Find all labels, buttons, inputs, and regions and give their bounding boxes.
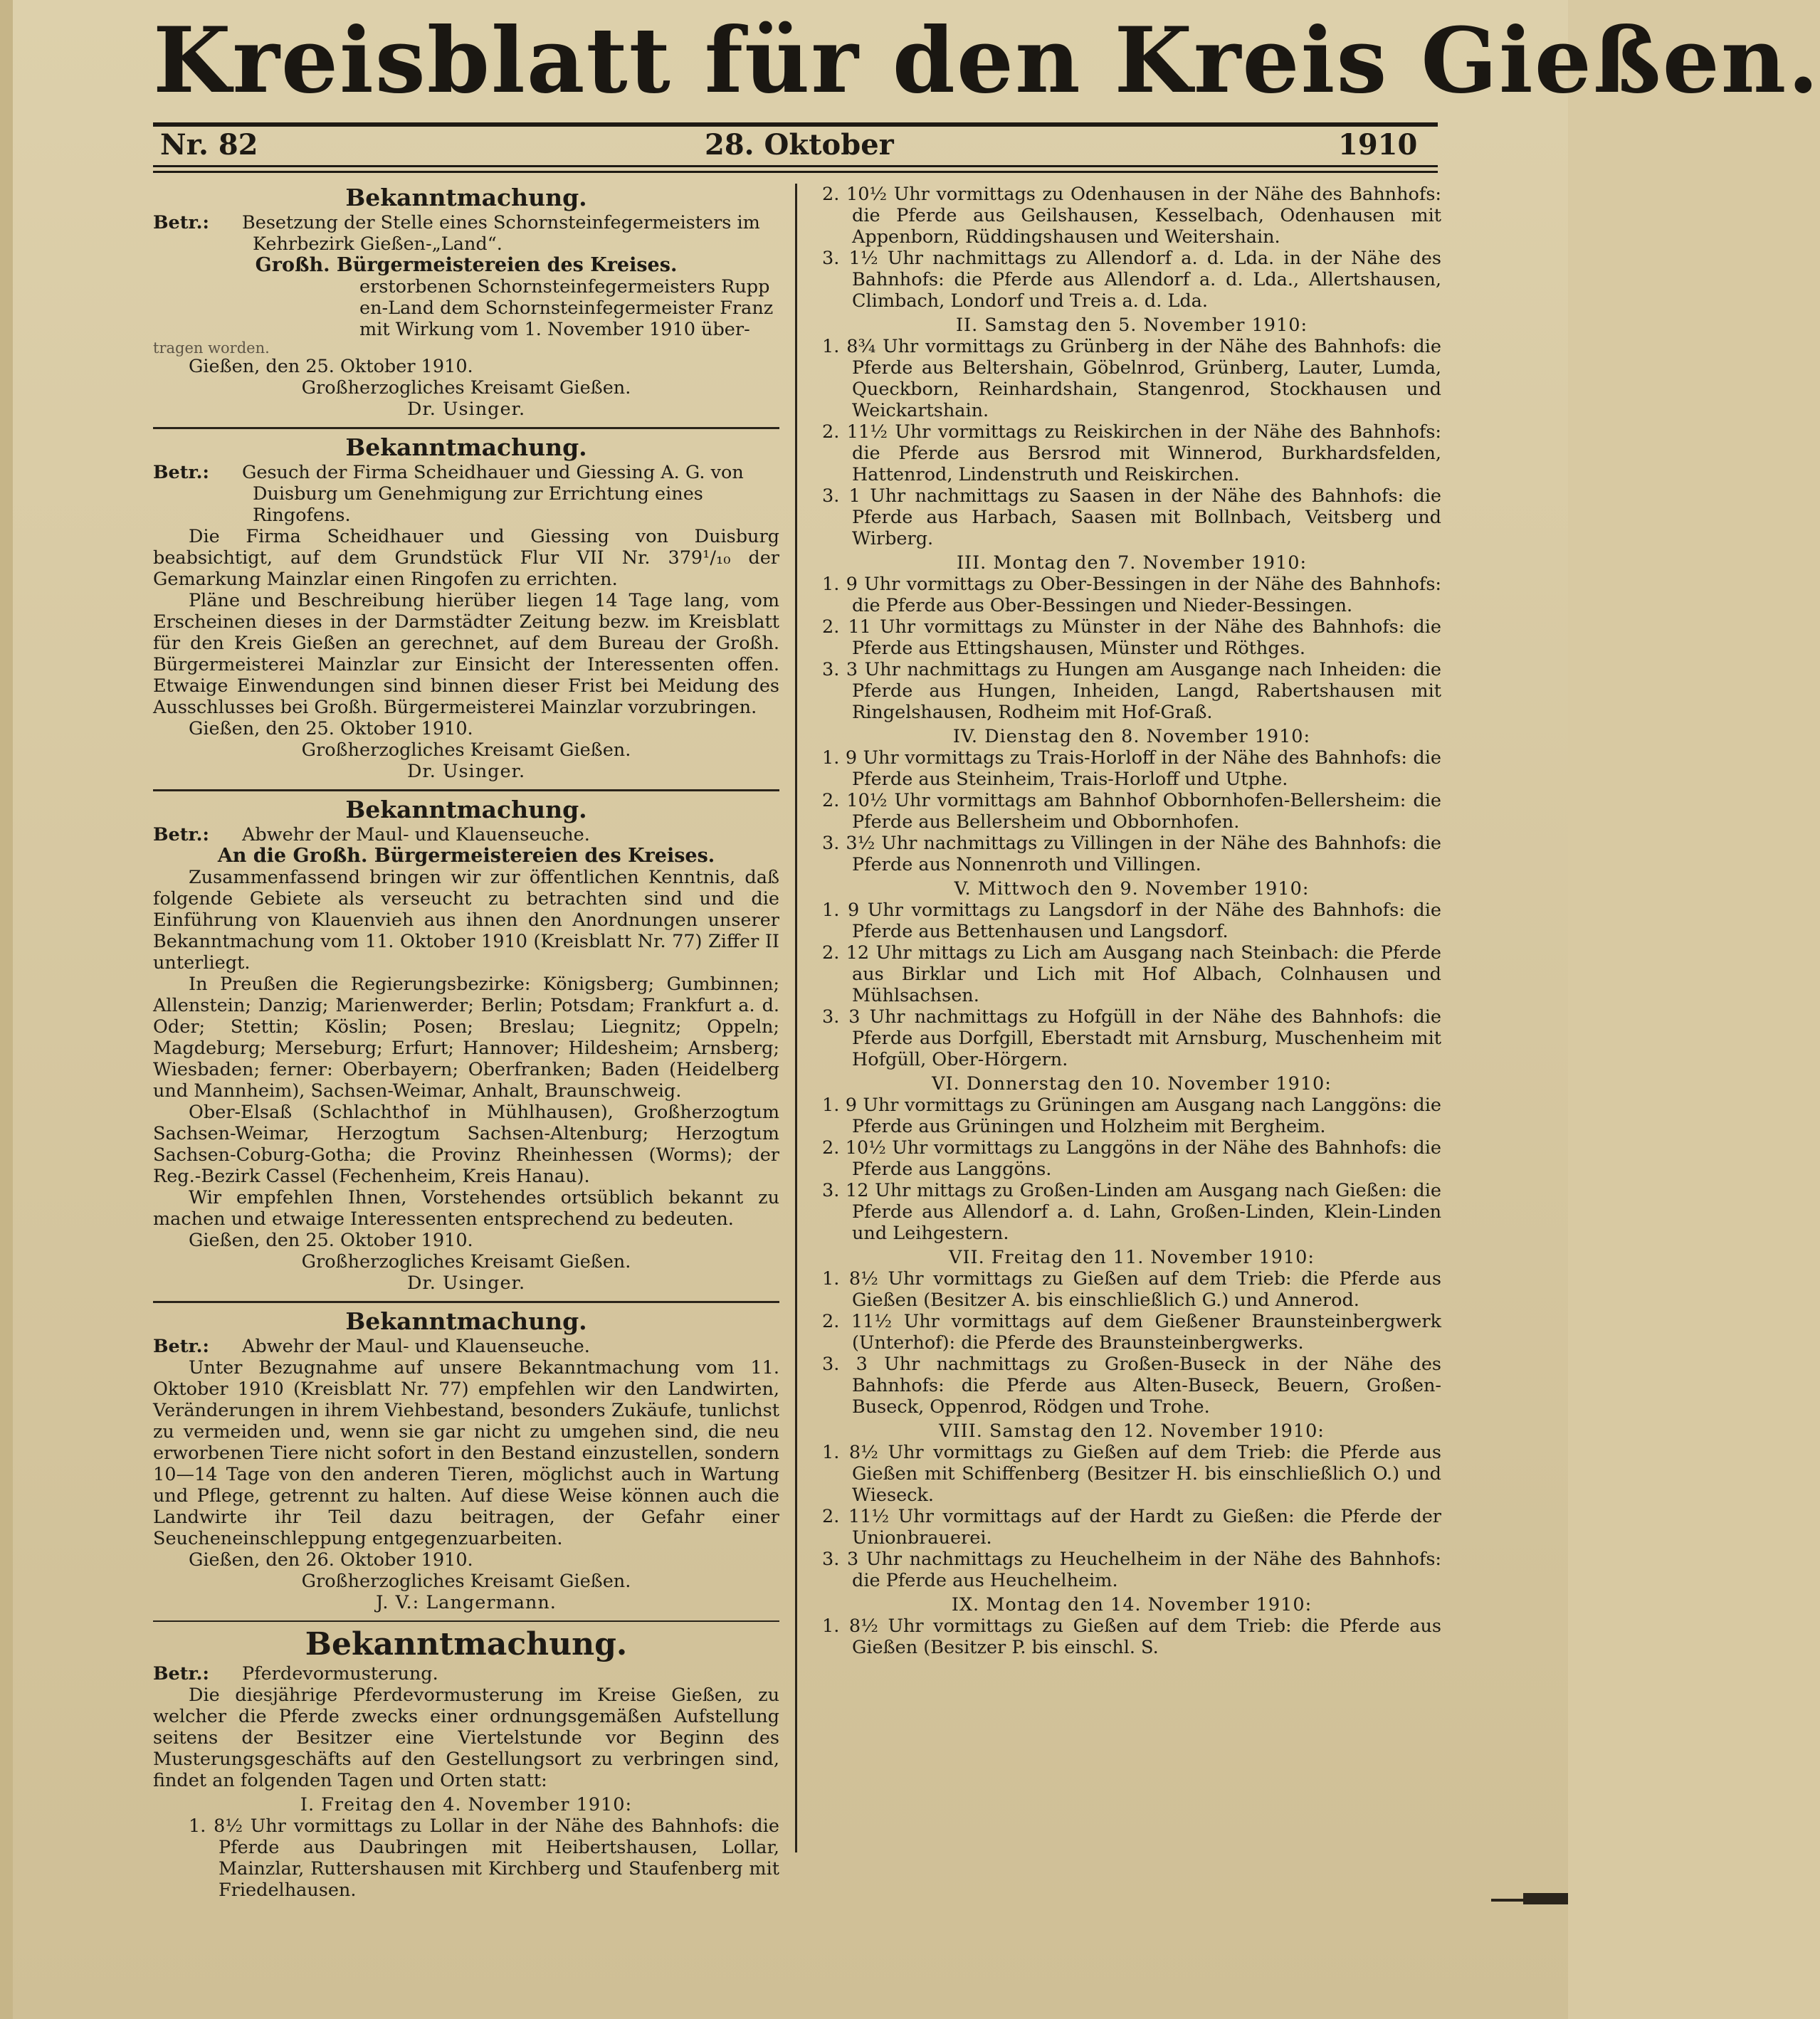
notice-addressee: An die Großh. Bürgermeistereien des Kreises.	[217, 845, 715, 867]
muster-day-heading: I. Freitag den 4. November 1910:	[300, 1794, 633, 1815]
notice-title: Bekanntmachung.	[345, 433, 587, 461]
muster-list-item: 1. 8½ Uhr vormittags zu Gießen auf dem Trieb: die Pferde aus Gießen (Besitzer A. bis einschließlich G.) und Annerod.	[822, 1268, 1441, 1311]
notice-horse-muster	[153, 1626, 779, 1901]
subject-text: Abwehr der Maul- und Klauenseuche.	[242, 824, 590, 845]
muster-list-item: 1. 9 Uhr vormittags zu Trais-Horloff in der Nähe des Bahnhofs: die Pferde aus Steinheim, Trais-Horloff und Utphe.	[822, 747, 1441, 790]
notice-place-date: Gießen, den 25. Oktober 1910.	[189, 356, 473, 377]
notice-office: Großherzogliches Kreisamt Gießen.	[301, 1571, 631, 1592]
muster-list-item: 1. 9 Uhr vormittags zu Ober-Bessingen in der Nähe des Bahnhofs: die Pferde aus Ober-Bessingen und Nieder-Bessingen.	[822, 574, 1441, 616]
notice-subject	[153, 212, 779, 255]
muster-list-item: 3. 12 Uhr mittags zu Großen-Linden am Ausgang nach Gießen: die Pferde aus Allendorf a. d. Lahn, Großen-Linden, Klein-Linden und Leihgestern.	[822, 1180, 1441, 1244]
right-column	[822, 184, 1441, 1877]
notice-chimney-sweep	[153, 184, 779, 429]
notice-title: Bekanntmachung.	[305, 1626, 628, 1662]
muster-list-item: 1. 8½ Uhr vormittags zu Gießen auf dem Trieb: die Pferde aus Gießen (Besitzer P. bis einschl. S.	[822, 1615, 1441, 1658]
muster-list-item: 3. 3½ Uhr nachmittags zu Villingen in der Nähe des Bahnhofs: die Pferde aus Nonnenroth und Villingen.	[822, 833, 1441, 875]
muster-day-heading: III. Montag den 7. November 1910:	[956, 552, 1308, 574]
subject-text: Pferdevormusterung.	[242, 1663, 438, 1685]
notice-subject	[153, 462, 779, 526]
notice-paragraph: Wir empfehlen Ihnen, Vorstehendes ortsüblich bekannt zu machen und etwaige Interessenten entsprechend zu bedeuten.	[153, 1187, 779, 1230]
masthead-title: Kreisblatt für den Kreis Gießen.	[153, 8, 1820, 113]
muster-list-item: 2. 11½ Uhr vormittags zu Reiskirchen in der Nähe des Bahnhofs: die Pferde aus Bersrod mit Winnerod, Burkhardsfelden, Hattenrod, Lindenstruth und Reiskirchen.	[822, 421, 1441, 485]
notice-separator	[153, 1620, 779, 1622]
muster-list-item: 2. 11½ Uhr vormittags auf dem Gießener Braunsteinbergwerk (Unterhof): die Pferde des Braunsteinbergwerks.	[822, 1311, 1441, 1354]
notice-paragraph: In Preußen die Regierungsbezirke: Königsberg; Gumbinnen; Allenstein; Danzig; Marienwerder; Berlin; Potsdam; Frankfurt a. d. Oder; Stettin; Köslin; Posen; Breslau; Liegnitz; Oppeln; Magdeburg; Merseburg; Erfurt; Hannover; Hildesheim; Arnsberg; Wiesbaden; ferner: Oberbayern; Oberfranken; Baden (Heidelberg und Mannheim), Sachsen-Weimar, Anhalt, Braunschweig.	[153, 974, 779, 1102]
muster-list-item: 1. 9 Uhr vormittags zu Grüningen am Ausgang nach Langgöns: die Pferde aus Grüningen und Holzheim mit Bergheim.	[822, 1095, 1441, 1137]
notice-separator	[153, 427, 779, 429]
body-line: mit Wirkung vom 1. November 1910 über-	[359, 319, 750, 340]
notice-place-date: Gießen, den 26. Oktober 1910.	[189, 1549, 473, 1571]
issue-date: 28. Oktober	[705, 128, 894, 162]
muster-list-item: 1. 9 Uhr vormittags zu Langsdorf in der Nähe des Bahnhofs: die Pferde aus Bettenhausen und Langsdorf.	[822, 900, 1441, 942]
notice-title: Bekanntmachung.	[345, 1307, 587, 1335]
muster-list-item: 3. 3 Uhr nachmittags zu Heuchelheim in der Nähe des Bahnhofs: die Pferde aus Heuchelheim.	[822, 1549, 1441, 1591]
left-column	[153, 184, 779, 1901]
notice-body-fragment	[153, 276, 779, 340]
subject-text: Gesuch der Firma Scheidhauer und Giessing A. G. von Duisburg um Genehmigung zur Errichtung eines Ringofens.	[242, 462, 744, 526]
muster-day-heading: V. Mittwoch den 9. November 1910:	[954, 878, 1310, 900]
muster-list-item: 1. 8½ Uhr vormittags zu Lollar in der Nähe des Bahnhofs: die Pferde aus Daubringen mit Heibertshausen, Lollar, Mainzlar, Ruttershausen mit Kirchberg und Staufenberg mit Friedelhausen.	[189, 1815, 779, 1901]
muster-list-item: 3. 1 Uhr nachmittags zu Saasen in der Nähe des Bahnhofs: die Pferde aus Harbach, Saasen mit Bollnbach, Veitsberg und Wirberg.	[822, 485, 1441, 549]
subject-label: Betr.:	[153, 1663, 209, 1685]
subject-label: Betr.:	[153, 824, 209, 845]
notice-ring-kiln	[153, 433, 779, 791]
subject-label: Betr.:	[153, 212, 209, 233]
issue-number: Nr. 82	[160, 128, 258, 162]
notice-paragraph: Zusammenfassend bringen wir zur öffentlichen Kenntnis, daß folgende Gebiete als verseucht zu betrachten sind und die Einführung von Klauenvieh aus ihnen den Anordnungen unserer Bekanntmachung vom 11. Oktober 1910 (Kreisblatt Nr. 77) Ziffer II unterliegt.	[153, 867, 779, 974]
body-line-faded: tragen worden.	[153, 339, 270, 357]
body-line: erstorbenen Schornsteinfegermeisters Rupp	[359, 276, 770, 297]
header-rule-bottom-2	[153, 171, 1438, 173]
notice-paragraph: Ober-Elsaß (Schlachthof in Mühlhausen), Großherzogtum Sachsen-Weimar, Herzogtum Sachsen-Altenburg; Herzogtum Sachsen-Coburg-Gotha; die Provinz Rheinhessen (Worms); der Reg.-Bezirk Cassel (Fechenheim, Kreis Hanau).	[153, 1102, 779, 1187]
notice-paragraph: Unter Bezugnahme auf unsere Bekanntmachung vom 11. Oktober 1910 (Kreisblatt Nr. 77) empfehlen wir den Landwirten, Veränderungen in ihrem Viehbestand, besonders Zukäufe, tunlichst zu vermeiden und, wenn sie gar nicht zu umgehen sind, die neu erworbenen Tiere nicht sofort in den Bestand einzustellen, sondern 10—14 Tage von den anderen Tieren, möglichst auch in Wartung und Pflege, getrennt zu halten. Auf diese Weise können auch die Landwirte ihr Teil dazu beitragen, der Gefahr einer Seucheneinschleppung entgegenzuarbeiten.	[153, 1357, 779, 1549]
issue-year: 1910	[1338, 128, 1418, 162]
column-end-rule	[1523, 1893, 1568, 1904]
notice-paragraph: Pläne und Beschreibung hierüber liegen 14 Tage lang, vom Erscheinen dieses in der Darmstädter Zeitung bezw. im Kreisblatt für den Kreis Gießen an gerechnet, auf dem Bureau der Großh. Bürgermeisterei Mainzlar zur Einsicht der Interessenten offen. Etwaige Einwendungen sind binnen dieser Frist bei Meidung des Ausschlusses bei Großh. Bürgermeisterei Mainzlar vorzubringen.	[153, 590, 779, 718]
subject-label: Betr.:	[153, 462, 209, 483]
subject-text: Abwehr der Maul- und Klauenseuche.	[242, 1336, 590, 1357]
muster-day-heading: IV. Dienstag den 8. November 1910:	[952, 726, 1311, 747]
notice-office: Großherzogliches Kreisamt Gießen.	[301, 377, 631, 399]
notice-office: Großherzogliches Kreisamt Gießen.	[301, 739, 631, 761]
muster-list-item: 2. 10½ Uhr vormittags zu Langgöns in der Nähe des Bahnhofs: die Pferde aus Langgöns.	[822, 1137, 1441, 1180]
muster-day-heading: II. Samstag den 5. November 1910:	[955, 315, 1308, 336]
notice-title: Bekanntmachung.	[345, 796, 587, 823]
column-end-rule-thin	[1491, 1899, 1523, 1902]
subject-label: Betr.:	[153, 1336, 209, 1357]
muster-list-item: 3. 3 Uhr nachmittags zu Hofgüll in der Nähe des Bahnhofs: die Pferde aus Dorfgill, Eberstadt mit Arnsburg, Muschenheim mit Hofgüll, Ober-Hörgern.	[822, 1006, 1441, 1070]
muster-list-item: 3. 3 Uhr nachmittags zu Großen-Buseck in der Nähe des Bahnhofs: die Pferde aus Alten-Buseck, Beuern, Großen-Buseck, Oppenrod, Rödgen und Trohe.	[822, 1354, 1441, 1418]
notice-paragraph: Die Firma Scheidhauer und Giessing von Duisburg beabsichtigt, auf dem Grundstück Flur VII Nr. 379¹/₁₀ der Gemarkung Mainzlar einen Ringofen zu errichten.	[153, 526, 779, 590]
muster-list-item: 1. 8¾ Uhr vormittags zu Grünberg in der Nähe des Bahnhofs: die Pferde aus Beltershain, Göbelnrod, Grünberg, Lauter, Lumda, Queckborn, Reinhardshain, Stangenrod, Stockhausen und Weickartshain.	[822, 336, 1441, 421]
notice-separator	[153, 789, 779, 791]
header-rule-bottom	[153, 165, 1438, 167]
notice-signature: Dr. Usinger.	[406, 761, 526, 782]
subject-text: Besetzung der Stelle eines Schornsteinfegermeisters im Kehrbezirk Gießen-„Land“.	[242, 212, 760, 255]
muster-list-item: 2. 10½ Uhr vormittags am Bahnhof Obbornhofen-Bellersheim: die Pferde aus Bellersheim und Obbornhofen.	[822, 790, 1441, 833]
column-divider	[795, 184, 797, 1852]
notice-place-date: Gießen, den 25. Oktober 1910.	[189, 718, 473, 739]
body-line: en-Land dem Schornsteinfegermeister Franz	[359, 297, 774, 319]
notice-foot-and-mouth-2	[153, 1307, 779, 1622]
notice-subject	[153, 1663, 779, 1685]
notice-separator	[153, 1301, 779, 1303]
muster-list-item: 2. 10½ Uhr vormittags zu Odenhausen in der Nähe des Bahnhofs: die Pferde aus Geilshausen, Kesselbach, Odenhausen mit Appenborn, Rüddingshausen und Weitershain.	[822, 184, 1441, 248]
notice-place-date: Gießen, den 25. Oktober 1910.	[189, 1230, 473, 1251]
notice-signature: Dr. Usinger.	[406, 1272, 526, 1294]
muster-list-item: 2. 11 Uhr vormittags zu Münster in der Nähe des Bahnhofs: die Pferde aus Ettingshausen, Münster und Röthges.	[822, 616, 1441, 659]
notice-subject	[153, 1336, 779, 1357]
muster-day-heading: VII. Freitag den 11. November 1910:	[949, 1247, 1315, 1268]
notice-addressee: Großh. Bürgermeistereien des Kreises.	[255, 254, 678, 276]
notice-signature: J. V.: Langermann.	[376, 1592, 557, 1613]
muster-list-item: 3. 3 Uhr nachmittags zu Hungen am Ausgange nach Inheiden: die Pferde aus Hungen, Inheiden, Langd, Rabertshausen mit Ringelshausen, Rodheim mit Hof-Graß.	[822, 659, 1441, 723]
notice-signature: Dr. Usinger.	[406, 399, 526, 420]
page-edge	[0, 0, 13, 2019]
muster-list-item: 2. 11½ Uhr vormittags auf der Hardt zu Gießen: die Pferde der Unionbrauerei.	[822, 1506, 1441, 1549]
notice-paragraph: Die diesjährige Pferdevormusterung im Kreise Gießen, zu welcher die Pferde zwecks einer ordnungsgemäßen Aufstellung seitens der Besitzer eine Viertelstunde vor Beginn des Musterungsgeschäfts auf den Gestellungsort zu verbringen sind, findet an folgenden Tagen und Orten statt:	[153, 1685, 779, 1791]
muster-day-heading: VIII. Samstag den 12. November 1910:	[939, 1420, 1325, 1442]
muster-list-item: 2. 12 Uhr mittags zu Lich am Ausgang nach Steinbach: die Pferde aus Birklar und Lich mit Hof Albach, Colnhausen und Mühlsachsen.	[822, 942, 1441, 1006]
muster-day-heading: IX. Montag den 14. November 1910:	[951, 1594, 1313, 1615]
muster-list-item: 3. 1½ Uhr nachmittags zu Allendorf a. d. Lda. in der Nähe des Bahnhofs: die Pferde aus Allendorf a. d. Lda., Allertshausen, Climbach, Londorf und Treis a. d. Lda.	[822, 248, 1441, 312]
muster-day-heading: VI. Donnerstag den 10. November 1910:	[932, 1073, 1332, 1095]
muster-list-item: 1. 8½ Uhr vormittags zu Gießen auf dem Trieb: die Pferde aus Gießen mit Schiffenberg (Besitzer H. bis einschließlich O.) und Wieseck.	[822, 1442, 1441, 1506]
notice-title: Bekanntmachung.	[345, 184, 587, 211]
notice-subject	[153, 824, 779, 845]
notice-foot-and-mouth-1	[153, 796, 779, 1303]
notice-office: Großherzogliches Kreisamt Gießen.	[301, 1251, 631, 1272]
